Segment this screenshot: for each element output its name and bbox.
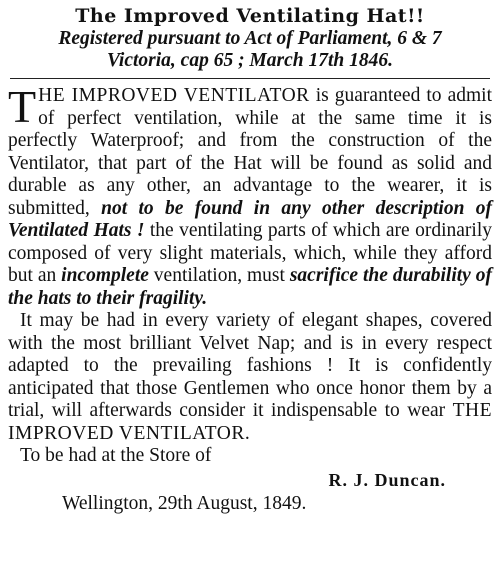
advert-title: The Improved Ventilating Hat!!	[75, 5, 425, 27]
registration-line-1: Registered pursuant to Act of Parliament, 6 & 7	[58, 28, 442, 49]
paragraph-secondary	[8, 310, 492, 445]
paragraph-secondary-text-b: .	[244, 422, 250, 444]
drop-cap: T	[8, 81, 37, 132]
signer-name: R. J. Duncan.	[328, 470, 446, 490]
paragraph-main-italic-c: sacrifice the durability of the hats to their fragility.	[8, 265, 492, 309]
paragraph-main-italic-b: incomplete	[61, 265, 149, 286]
dateline: Wellington, 29th August, 1849.	[62, 493, 307, 514]
store-line: To be had at the Store of	[20, 445, 212, 466]
paragraph-secondary-text-a: It may be had in every variety of elegant shapes, covered with the most brilliant Velvet Nap; and is in every respect adapted to the prevailing fashions ! It is confidently anticipated that those Gentlemen who once honor them by a trial, will afterwards consider it indispensable to wear	[8, 310, 492, 421]
paragraph-main-italic-a: not to be found in any other description of Ventilated Hats !	[8, 197, 492, 241]
divider-rule	[10, 78, 490, 79]
paragraph-main-text-c: ventilation, must	[148, 265, 290, 286]
paragraph-main-text-a: is guaranteed to admit of perfect ventilation, while at the same time it is perfectly Waterproof; and from the construction of the Ventilator, that part of the Hat will be found as solid and durable as any other, an advantage to the wearer, it is submitted,	[8, 85, 492, 219]
paragraph-main	[8, 81, 492, 310]
lead-caps: HE IMPROVED VENTILATOR	[38, 85, 310, 106]
paragraph-secondary-caps: THE IMPROVED VENTILATOR	[8, 400, 492, 444]
registration-line-2: Victoria, cap 65 ; March 17th 1846.	[106, 50, 394, 71]
paragraph-main-text-b: the ventilating parts of which are ordinarily composed of very slight materials, which, while they afford but an	[8, 220, 492, 286]
